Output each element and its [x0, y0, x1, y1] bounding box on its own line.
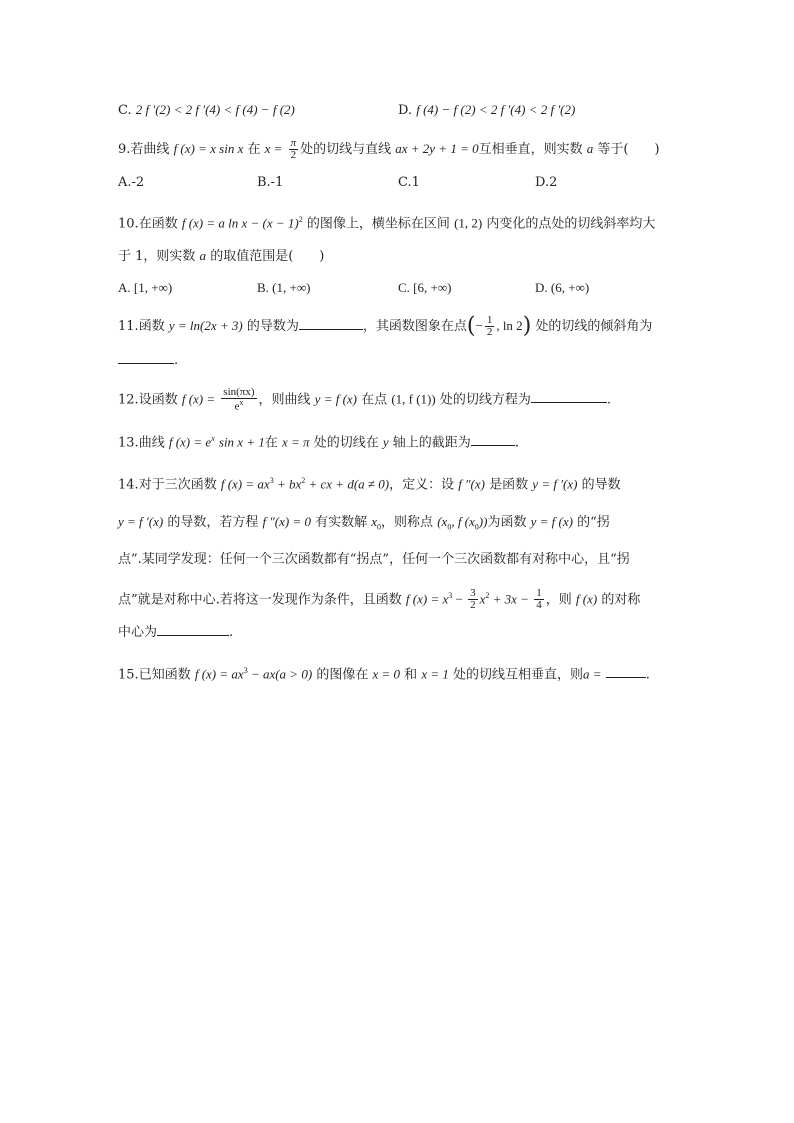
text: 的导数	[581, 477, 621, 493]
fraction	[221, 387, 256, 413]
text: 内变化的点处的切线斜率均大	[486, 216, 656, 232]
denominator	[232, 399, 245, 413]
math: y = f (x)	[530, 514, 573, 529]
text: .	[174, 353, 179, 368]
answer-blank[interactable]	[606, 665, 646, 678]
text: 处的切线方程为	[439, 392, 531, 408]
math: x	[479, 591, 486, 607]
bracket: )	[522, 313, 532, 339]
math: x =	[264, 141, 283, 156]
text: 处的切线在	[313, 435, 379, 451]
math: f ″(x)	[458, 476, 485, 492]
text: 和	[404, 667, 418, 683]
subscript: 0	[447, 522, 452, 532]
option-text: C.1	[398, 175, 420, 190]
text: 对于三次函数	[138, 477, 217, 493]
text: 曲线	[138, 435, 165, 451]
math: f (x) = x	[405, 591, 449, 607]
question-number: 9.	[118, 142, 131, 157]
numerator: π	[290, 137, 297, 149]
answer-blank[interactable]	[118, 351, 174, 364]
option-text: D.2	[535, 175, 558, 190]
math: (1, 2)	[454, 215, 483, 231]
text: 于 1，则实数	[118, 249, 196, 264]
denominator: 2	[486, 326, 493, 338]
question-9	[118, 138, 660, 161]
math: f (x) = e	[168, 434, 212, 450]
text: 在	[247, 142, 261, 157]
math: f (x) = a ln x − (x − 1)	[181, 215, 299, 231]
text: ，则曲线	[258, 392, 311, 408]
question-number: 10.	[118, 216, 139, 232]
option-text: C. [6, +∞)	[398, 280, 452, 295]
text: 的图像在	[316, 667, 369, 683]
math: a	[199, 248, 207, 263]
text: 中心为	[118, 625, 158, 640]
text: 轴上的截距为	[392, 435, 471, 451]
question-number: 12.	[118, 392, 139, 408]
answer-blank[interactable]	[531, 390, 607, 403]
math: f (x) = ax	[194, 666, 244, 682]
numerator: 1	[536, 587, 542, 600]
fraction	[534, 588, 544, 611]
math: , f (x	[451, 514, 475, 529]
text: 点”.某同学发现：任何一个三次函数都有“拐点”，任何一个三次函数都有对称中心，且“拐	[118, 552, 630, 567]
text: 若曲线	[130, 142, 170, 157]
math: −	[452, 591, 467, 607]
math: ax + 2y + 1 = 0	[395, 141, 479, 156]
text: 在函数	[138, 216, 178, 232]
question-number: 13.	[118, 435, 139, 451]
denominator: 4	[536, 599, 542, 612]
math: f (x)	[575, 591, 598, 607]
option-text: B. (1, +∞)	[257, 280, 311, 295]
math: f (x) = ax	[220, 476, 270, 492]
math: x	[371, 514, 378, 529]
question-10-line-2	[118, 247, 324, 266]
option-text: A. [1, +∞)	[118, 280, 173, 295]
math: + bx	[273, 476, 302, 492]
math: y = f ′(x)	[118, 514, 164, 529]
math: − ax(a > 0)	[247, 666, 313, 682]
text: 处的切线互相垂直，则	[453, 667, 584, 683]
superscript: 2	[298, 215, 303, 224]
math: (1, f (1))	[391, 391, 436, 407]
math: x = 0	[372, 666, 401, 682]
math: + cx + d(a ≠ 0)	[305, 476, 390, 492]
fraction	[468, 588, 478, 611]
denominator-base: e	[234, 400, 240, 413]
text: 有实数解	[315, 515, 368, 530]
q10-option-b	[257, 279, 310, 297]
question-14	[118, 472, 621, 494]
text: 处的切线与直线	[300, 142, 392, 157]
question-11	[118, 315, 652, 338]
question-number: 14.	[118, 477, 139, 493]
text: 在点	[361, 392, 388, 408]
math: , ln 2	[496, 318, 523, 333]
denominator: 2	[290, 149, 297, 161]
numerator: sin(πx)	[223, 386, 255, 398]
math: f (x) =	[181, 391, 216, 407]
math: y = ln(2x + 3)	[168, 318, 243, 333]
numerator: 3	[470, 587, 476, 600]
superscript: 2	[301, 476, 306, 485]
q9-option-d	[535, 174, 557, 192]
superscript: 3	[269, 476, 274, 485]
text: 的导数为	[246, 319, 299, 334]
question-11-line-2	[118, 351, 178, 370]
text: ，定义：设	[389, 477, 455, 493]
q8-option-d	[398, 101, 575, 120]
text: 已知函数	[138, 667, 191, 683]
answer-blank[interactable]	[157, 623, 229, 636]
text: 为函数	[487, 515, 527, 530]
numerator: 1	[486, 314, 493, 326]
question-14-line-5	[118, 623, 233, 642]
text: 函数	[138, 319, 165, 334]
math: x = 1	[421, 666, 449, 682]
q10-option-a	[118, 279, 172, 297]
question-12	[118, 387, 611, 413]
math: f (x) = x sin x	[173, 141, 244, 156]
superscript: x	[211, 434, 215, 443]
q10-option-c	[398, 279, 451, 297]
math: sin x + 1	[218, 434, 265, 450]
math: a	[586, 141, 594, 156]
q10-option-d	[535, 279, 589, 297]
question-14-line-4	[118, 587, 640, 611]
text: 设函数	[138, 392, 178, 408]
math: f ″(x) = 0	[262, 514, 311, 529]
q9-option-b	[257, 174, 283, 192]
question-14-line-3	[118, 551, 630, 569]
question-10	[118, 211, 655, 233]
option-text: A.-2	[118, 175, 145, 190]
math: y = f (x)	[314, 391, 358, 407]
text: 在	[264, 435, 278, 451]
math: (x	[437, 514, 448, 529]
text: 的“拐	[577, 515, 610, 530]
text: .	[645, 667, 650, 683]
fraction	[289, 138, 299, 161]
fraction	[485, 315, 495, 338]
question-14-line-2	[118, 513, 610, 537]
answer-blank[interactable]	[471, 433, 515, 446]
math: a =	[583, 666, 602, 682]
text: 点”就是对称中心.若将这一发现作为条件，且函数	[118, 592, 402, 608]
question-number: 11.	[118, 319, 139, 334]
text: 处的切线的倾斜角为	[535, 319, 653, 334]
math: y	[382, 434, 389, 450]
text: 的导数，若方程	[167, 515, 259, 530]
subscript: 0	[474, 522, 479, 532]
denominator: 2	[470, 599, 476, 612]
option-label: D.	[398, 103, 413, 118]
text: 的取值范围是( )	[210, 249, 325, 264]
math: −	[475, 318, 483, 333]
q9-option-a	[118, 174, 144, 192]
option-label: C.	[118, 103, 132, 118]
text: .	[514, 435, 519, 451]
subscript: 0	[377, 522, 382, 532]
text: .	[606, 392, 612, 408]
option-text: D. (6, +∞)	[535, 280, 590, 295]
text: 等于( )	[597, 142, 660, 157]
math: + 3x −	[489, 591, 533, 607]
math: y = f ′(x)	[532, 476, 578, 492]
superscript: 3	[243, 666, 248, 675]
question-number: 15.	[118, 667, 139, 683]
q8-option-c	[118, 101, 295, 120]
text: ，则	[545, 592, 572, 608]
superscript: x	[239, 398, 244, 407]
text: 的图像上，横坐标在区间	[306, 216, 450, 232]
question-15	[118, 662, 650, 684]
text: 是函数	[489, 477, 529, 493]
option-expression: f (4) − f (2) < 2 f ′(4) < 2 f ′(2)	[416, 102, 576, 117]
answer-blank[interactable]	[299, 317, 363, 330]
question-13	[118, 430, 519, 452]
option-text: B.-1	[257, 175, 284, 190]
text: ，则称点	[381, 515, 434, 530]
superscript: 2	[485, 591, 490, 600]
q9-option-c	[398, 174, 420, 192]
text: .	[229, 625, 234, 640]
text: 互相垂直，则实数	[478, 142, 583, 157]
superscript: 3	[448, 591, 453, 600]
bracket: (	[466, 313, 476, 339]
text: ，其函数图象在点	[362, 319, 467, 334]
text: 的对称	[601, 592, 641, 608]
math: x = π	[282, 434, 310, 450]
option-expression: 2 f ′(2) < 2 f ′(4) < f (4) − f (2)	[135, 102, 295, 117]
math: ))	[478, 514, 488, 529]
